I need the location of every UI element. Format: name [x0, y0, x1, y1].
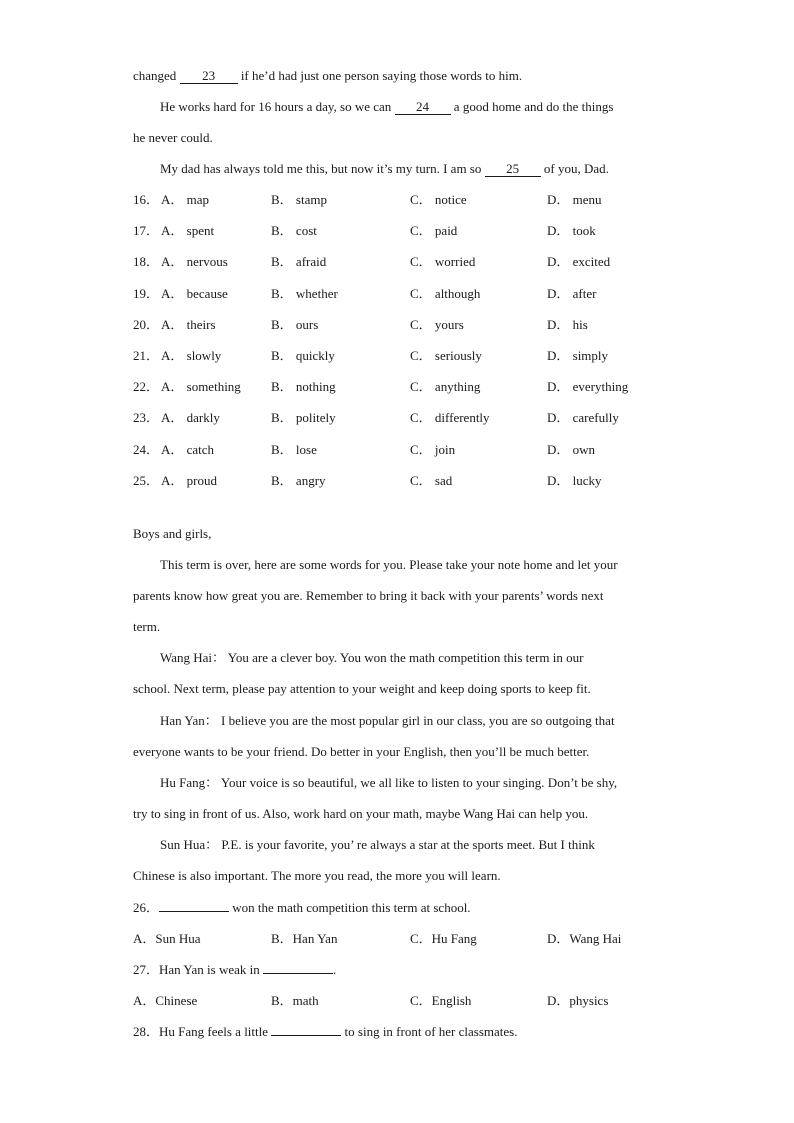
- text: a good home and do the things: [450, 99, 614, 114]
- option-c[interactable]: C． join: [410, 442, 456, 457]
- question-row: [133, 317, 733, 333]
- option-b[interactable]: B． angry: [271, 473, 326, 488]
- option-d[interactable]: D．Wang Hai: [547, 931, 622, 946]
- option-a[interactable]: A． proud: [161, 473, 217, 488]
- passage-line-1: [133, 68, 522, 84]
- wang-hai-line-2: school. Next term, please pay attention to your weight and keep doing sports to keep fit.: [133, 681, 591, 696]
- blank-25: 25: [485, 162, 541, 177]
- question-number: 21．: [133, 348, 160, 363]
- option-a[interactable]: A． nervous: [161, 254, 228, 269]
- text: My dad has always told me this, but now it’s my turn. I am so: [160, 161, 485, 176]
- option-b[interactable]: B．math: [271, 993, 319, 1008]
- question-row: [133, 442, 733, 458]
- question-number: 19．: [133, 286, 160, 301]
- question-number: 25．: [133, 473, 160, 488]
- question-row: [133, 286, 733, 302]
- text: He works hard for 16 hours a day, so we can: [160, 99, 395, 114]
- option-d[interactable]: D．physics: [547, 993, 609, 1008]
- text: won the math competition this term at school.: [229, 900, 471, 915]
- option-c[interactable]: C． differently: [410, 410, 490, 425]
- question-row: [133, 410, 733, 426]
- wang-hai-line-1: Wang Hai： You are a clever boy. You won the math competition this term in our: [160, 650, 584, 665]
- question-number: 23．: [133, 410, 160, 425]
- option-a[interactable]: A． theirs: [161, 317, 216, 332]
- intro-line-2: parents know how great you are. Remember to bring it back with your parents’ words next: [133, 588, 604, 603]
- option-b[interactable]: B． quickly: [271, 348, 335, 363]
- option-a[interactable]: A． catch: [161, 442, 215, 457]
- question-27-stem: [133, 962, 336, 978]
- question-row: [133, 348, 733, 364]
- answer-blank: [263, 973, 333, 974]
- option-a[interactable]: A． map: [161, 192, 210, 207]
- option-d[interactable]: D． excited: [547, 254, 611, 269]
- hu-fang-line-2: try to sing in front of us. Also, work hard on your math, maybe Wang Hai can help you.: [133, 806, 589, 821]
- han-yan-line-1: Han Yan： I believe you are the most popular girl in our class, you are so outgoing that: [160, 713, 615, 728]
- text: if he’d had just one person saying those words to him.: [237, 68, 523, 83]
- option-d[interactable]: D． carefully: [547, 410, 619, 425]
- text: to sing in front of her classmates.: [341, 1024, 518, 1039]
- option-b[interactable]: B． whether: [271, 286, 338, 301]
- option-b[interactable]: B． ours: [271, 317, 319, 332]
- option-a[interactable]: A．Sun Hua: [133, 931, 201, 946]
- option-d[interactable]: D． everything: [547, 379, 629, 394]
- question-number: 18．: [133, 254, 160, 269]
- option-d[interactable]: D． lucky: [547, 473, 602, 488]
- question-number: 17．: [133, 223, 160, 238]
- passage-line-3: he never could.: [133, 130, 213, 145]
- option-c[interactable]: C．Hu Fang: [410, 931, 477, 946]
- intro-line-3: term.: [133, 619, 161, 634]
- option-c[interactable]: C．English: [410, 993, 472, 1008]
- sun-hua-line-2: Chinese is also important. The more you read, the more you will learn.: [133, 868, 501, 883]
- option-c[interactable]: C． notice: [410, 192, 467, 207]
- text: changed: [133, 68, 180, 83]
- question-28-stem: [133, 1024, 517, 1040]
- question-row: [133, 379, 733, 395]
- option-c[interactable]: C． seriously: [410, 348, 482, 363]
- passage-line-4: [160, 161, 609, 177]
- option-c[interactable]: C． although: [410, 286, 481, 301]
- text: 28．Hu Fang feels a little: [133, 1024, 272, 1039]
- question-row: [133, 223, 733, 239]
- question-26-options: [133, 931, 733, 947]
- option-c[interactable]: C． sad: [410, 473, 453, 488]
- option-a[interactable]: A． something: [161, 379, 241, 394]
- question-row: [133, 254, 733, 270]
- answer-blank: [159, 911, 229, 912]
- option-b[interactable]: B． politely: [271, 410, 336, 425]
- question-number: 16．: [133, 192, 160, 207]
- question-number: 20．: [133, 317, 160, 332]
- question-row: [133, 192, 733, 208]
- question-number: 26．: [133, 900, 160, 915]
- passage-line-2: [160, 99, 613, 115]
- hu-fang-line-1: Hu Fang： Your voice is so beautiful, we all like to listen to your singing. Don’t be shy,: [160, 775, 618, 790]
- text: 27．Han Yan is weak in: [133, 962, 263, 977]
- option-b[interactable]: B． nothing: [271, 379, 336, 394]
- intro-line-1: This term is over, here are some words for you. Please take your note home and let your: [160, 557, 618, 572]
- blank-24: 24: [395, 100, 451, 115]
- option-a[interactable]: A． darkly: [161, 410, 220, 425]
- question-number: 24．: [133, 442, 160, 457]
- option-a[interactable]: A．Chinese: [133, 993, 198, 1008]
- option-b[interactable]: B．Han Yan: [271, 931, 338, 946]
- option-b[interactable]: B． lose: [271, 442, 317, 457]
- blank-23: 23: [180, 69, 238, 84]
- option-d[interactable]: D． took: [547, 223, 596, 238]
- option-d[interactable]: D． menu: [547, 192, 602, 207]
- greeting: Boys and girls,: [133, 526, 212, 541]
- option-b[interactable]: B． stamp: [271, 192, 327, 207]
- option-a[interactable]: A． because: [161, 286, 228, 301]
- option-d[interactable]: D． own: [547, 442, 596, 457]
- option-b[interactable]: B． afraid: [271, 254, 327, 269]
- sun-hua-line-1: Sun Hua： P.E. is your favorite, you’ re always a star at the sports meet. But I think: [160, 837, 595, 852]
- answer-blank: [271, 1035, 341, 1036]
- option-a[interactable]: A． spent: [161, 223, 215, 238]
- question-27-options: [133, 993, 733, 1009]
- option-d[interactable]: D． his: [547, 317, 588, 332]
- option-d[interactable]: D． simply: [547, 348, 609, 363]
- option-a[interactable]: A． slowly: [161, 348, 222, 363]
- text: of you, Dad.: [540, 161, 609, 176]
- question-number: 22．: [133, 379, 160, 394]
- question-26-stem: [133, 900, 471, 916]
- question-row: [133, 473, 733, 489]
- option-c[interactable]: C． anything: [410, 379, 481, 394]
- option-c[interactable]: C． paid: [410, 223, 458, 238]
- option-c[interactable]: C． yours: [410, 317, 464, 332]
- text: .: [333, 962, 337, 977]
- option-c[interactable]: C． worried: [410, 254, 476, 269]
- option-b[interactable]: B． cost: [271, 223, 317, 238]
- option-d[interactable]: D． after: [547, 286, 597, 301]
- han-yan-line-2: everyone wants to be your friend. Do better in your English, then you’ll be much better.: [133, 744, 590, 759]
